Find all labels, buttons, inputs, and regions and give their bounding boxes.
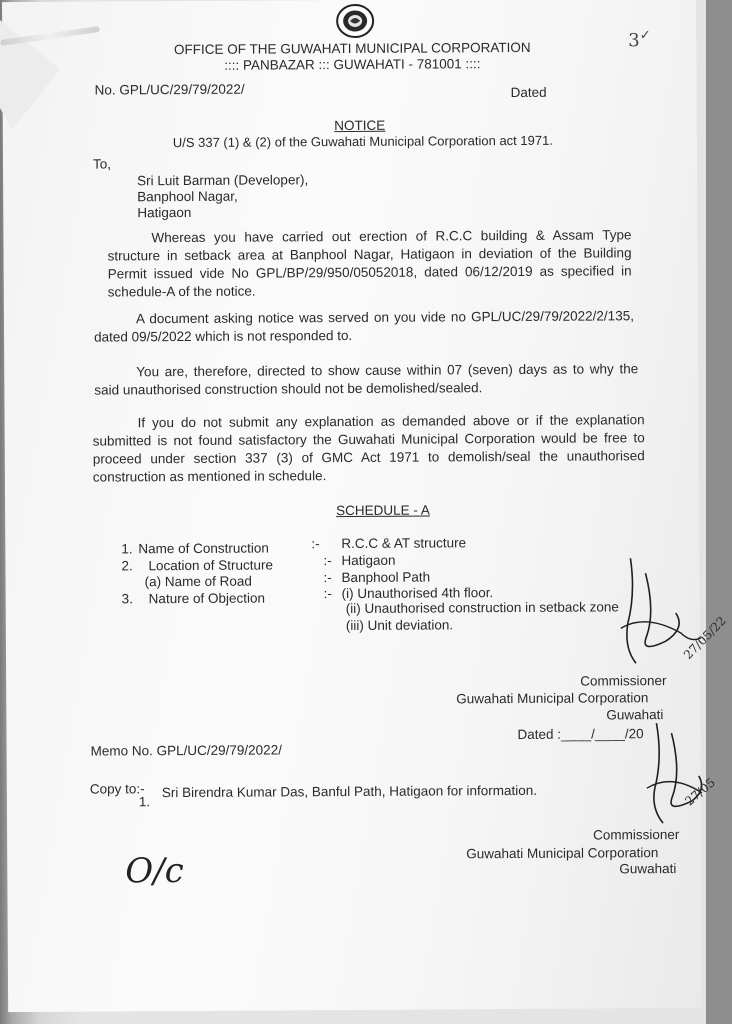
schedule-label: Location of Structure	[148, 557, 274, 574]
signature-2-city: Guwahati	[619, 861, 677, 877]
schedule-sep: :-	[311, 536, 320, 552]
to-label: To,	[92, 156, 112, 172]
schedule-num: 2.	[121, 558, 133, 574]
schedule-value: (i) Unauthorised 4th floor.	[341, 585, 494, 602]
body-paragraph-3: You are, therefore, directed to show cause within 07 (seven) days as to why the said unauthorised construction should not be demolished/sealed.	[94, 361, 639, 398]
schedule-title: SCHEDULE - A	[336, 502, 430, 519]
copy-item-text: Sri Birendra Kumar Das, Banful Path, Hatigaon for information.	[161, 782, 538, 801]
org-address: :::: PANBAZAR ::: GUWAHATI - 781001 ::::	[224, 56, 481, 73]
signature-1-date: 27/05/22	[680, 613, 729, 662]
reference-number: No. GPL/UC/29/79/2022/	[94, 81, 245, 98]
signature-2-date: 27/05	[682, 775, 718, 809]
handwritten-note: O/c	[125, 851, 184, 892]
objection-3: (iii) Unit deviation.	[345, 617, 454, 634]
body-paragraph-4: If you do not submit any explanation as demanded above or if the explanation submitted is not found satisfactory the Guwahati Municipal Corporation would be free to proceed under section 337 (3) of GMC Act 1971 to demolish/seal the unauthorised construction as mentioned in schedule.	[92, 412, 645, 485]
schedule-sep: :-	[323, 553, 332, 569]
signature-2-org: Guwahati Municipal Corporation	[466, 845, 659, 862]
schedule-label: Nature of Objection	[148, 590, 266, 607]
memo-number: Memo No. GPL/UC/29/79/2022/	[90, 742, 282, 759]
dated-label: Dated	[510, 84, 547, 101]
recipient-name: Sri Luit Barman (Developer),	[137, 172, 309, 189]
schedule-num: 1.	[121, 541, 133, 557]
schedule-sep: :-	[323, 570, 332, 586]
org-title: OFFICE OF THE GUWAHATI MUNICIPAL CORPORATION	[173, 39, 531, 58]
copy-item-num: 1.	[138, 794, 151, 810]
notice-subtitle: U/S 337 (1) & (2) of the Guwahati Municipal Corporation act 1971.	[172, 132, 553, 151]
notice-title: NOTICE	[334, 117, 386, 134]
gmc-seal-icon	[336, 4, 374, 38]
schedule-value: R.C.C & AT structure	[341, 535, 467, 552]
schedule-value: Hatigaon	[341, 552, 396, 569]
signature-2-icon	[626, 718, 713, 829]
schedule-value: Banphool Path	[341, 569, 431, 586]
memo-dated: Dated :____/____/20	[517, 726, 644, 742]
page-number-handwritten: 3✓	[628, 28, 651, 52]
signature-1-city: Guwahati	[606, 707, 664, 723]
schedule-label: (a) Name of Road	[144, 573, 252, 590]
objection-2: (ii) Unauthorised construction in setback zone	[345, 599, 619, 617]
body-paragraph-1: Whereas you have carried out erection of R.C.C building & Assam Type structure in setback area at Banphool Nagar, Hatigaon in deviation of the Building Permit issued vide No GPL/BP/29/950/05052018, dated 06/12/2019 as specified in schedule-A of the notice.	[107, 227, 632, 300]
schedule-sep: :-	[323, 586, 332, 602]
schedule-label: Name of Construction	[138, 540, 269, 557]
recipient-address-1: Banphool Nagar,	[137, 188, 238, 205]
signature-1-title: Commissioner	[580, 673, 667, 689]
signature-1-org: Guwahati Municipal Corporation	[456, 690, 649, 707]
body-paragraph-2: A document asking notice was served on you vide no GPL/UC/29/79/2022/2/135, dated 09/5/2022 which is not responded to.	[94, 308, 634, 345]
document-page	[2, 0, 729, 1012]
schedule-num: 3.	[121, 591, 133, 607]
recipient-address-2: Hatigaon	[137, 204, 192, 221]
signature-2-title: Commissioner	[593, 826, 680, 843]
copy-heading: Copy to:-	[89, 781, 145, 797]
